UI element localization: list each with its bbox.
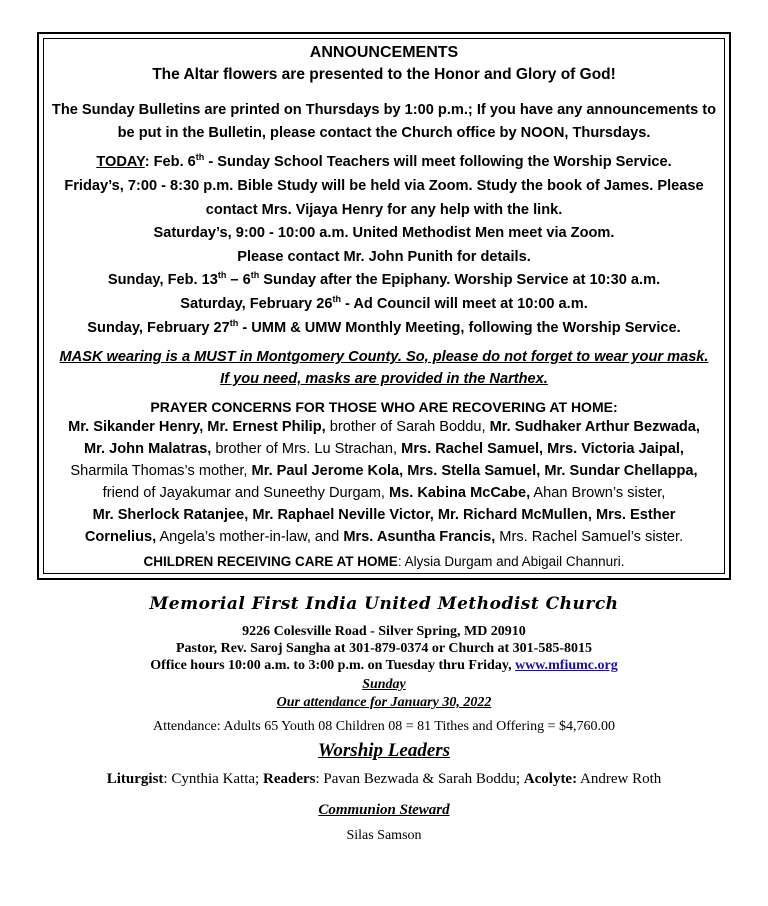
sunday13-sup-2: th [250, 270, 260, 281]
prayer-names-2c: Mrs. Rachel Samuel, Mrs. Victoria Jaipal, [401, 441, 684, 457]
liturgist-label: Liturgist [106, 771, 164, 787]
attendance-heading: Our attendance for January 30, 2022 [276, 695, 492, 710]
prayer-relation-3: Sharmila Thomas’s mother, [70, 463, 252, 479]
bulletin-line-1: The Sunday Bulletins are printed on Thursdays by 1:00 p.m.; If you have any announcements to [51, 102, 717, 118]
prayer-relation-4a: friend of Jayakumar and Suneethy Durgam, [102, 485, 390, 501]
friday-line-1: Friday’s, 7:00 - 8:30 p.m. Bible Study will be held via Zoom. Study the book of James. Please [64, 178, 704, 194]
children-names: : Alysia Durgam and Abigail Channuri. [397, 554, 625, 569]
attendance-line: Attendance: Adults 65 Youth 08 Children 08 = 81 Tithes and Offering = $4,760.00 [153, 719, 615, 734]
sunday13-part-c: Sunday after the Epiphany. Worship Service at 10:30 a.m. [259, 272, 661, 288]
church-name: Memorial First India United Methodist Church [149, 594, 619, 614]
communion-steward-name: Silas Samson [346, 828, 422, 843]
prayer-line-4 [44, 485, 724, 501]
prayer-heading: PRAYER CONCERNS FOR THOSE WHO ARE RECOVERING AT HOME: [150, 399, 618, 415]
prayer-names-3b: Mr. Paul Jerome Kola, Mrs. Stella Samuel, Mr. Sundar Chellappa, [251, 463, 698, 479]
attendance-day: Sunday [362, 677, 406, 692]
pastor-contact: Pastor, Rev. Saroj Sangha at 301-879-0374 or Church at 301-585-8015 [176, 641, 592, 656]
today-sup: th [195, 152, 205, 163]
sun27-sup: th [229, 318, 239, 329]
sat26-part-b: - Ad Council will meet at 10:00 a.m. [340, 296, 588, 312]
sunday-feb13-line [44, 272, 724, 288]
prayer-names-1a: Mr. Sikander Henry, Mr. Ernest Philip, [68, 419, 326, 435]
mask-line-1: MASK wearing is a MUST in Montgomery County. So, please do not forget to wear your mask. [59, 349, 709, 365]
church-address: 9226 Colesville Road - Silver Spring, MD 20910 [242, 624, 526, 639]
today-label: TODAY [96, 154, 145, 170]
announcements-inner-border [43, 38, 725, 574]
mask-line-2: If you need, masks are provided in the Narthex. [220, 371, 548, 387]
altar-flowers-line: The Altar flowers are presented to the Honor and Glory of God! [152, 66, 616, 83]
website-link[interactable]: www.mfiumc.org [515, 658, 618, 673]
prayer-names-6c: Mrs. Asuntha Francis, [343, 529, 496, 545]
prayer-names-6a: Cornelius, [84, 529, 157, 545]
prayer-relation-1: brother of Sarah Boddu, [325, 419, 490, 435]
prayer-line-6 [44, 529, 724, 545]
communion-heading: Communion Steward [318, 802, 450, 818]
worship-leaders-heading: Worship Leaders [317, 740, 451, 761]
worship-leaders-line [0, 771, 768, 788]
sun27-part-a: Sunday, February 27 [87, 320, 230, 336]
bulletin-line-2: be put in the Bulletin, please contact the Church office by NOON, Thursdays. [117, 125, 651, 141]
office-hours: Office hours 10:00 a.m. to 3:00 p.m. on Tuesday thru Friday, [150, 658, 516, 673]
friday-line-2: contact Mrs. Vijaya Henry for any help with the link. [205, 202, 563, 218]
today-date: : Feb. 6 [144, 154, 196, 170]
prayer-relation-4c: Ahan Brown’s sister, [530, 485, 666, 501]
prayer-names-1c: Mr. Sudhaker Arthur Bezwada, [489, 419, 700, 435]
today-text: - Sunday School Teachers will meet following the Worship Service. [204, 154, 672, 170]
prayer-names-4b: Ms. Kabina McCabe, [389, 485, 531, 501]
announcements-box [37, 32, 731, 580]
liturgist-name: : Cynthia Katta; [163, 771, 263, 787]
sunday-feb27-line [44, 320, 724, 336]
announcements-title: ANNOUNCEMENTS [309, 44, 459, 61]
readers-names: : Pavan Bezwada & Sarah Boddu; [315, 771, 524, 787]
sat26-part-a: Saturday, February 26 [180, 296, 333, 312]
acolyte-name: Andrew Roth [577, 771, 662, 787]
prayer-line-5: Mr. Sherlock Ratanjee, Mr. Raphael Neville Victor, Mr. Richard McMullen, Mrs. Esther [92, 507, 676, 523]
acolyte-label: Acolyte: [523, 771, 578, 787]
prayer-line-2 [44, 441, 724, 457]
today-line [44, 154, 724, 170]
children-label: CHILDREN RECEIVING CARE AT HOME [143, 554, 398, 569]
prayer-relation-6d: Mrs. Rachel Samuel’s sister. [495, 529, 684, 545]
prayer-relation-6b: Angela’s mother-in-law, and [156, 529, 344, 545]
prayer-names-2a: Mr. John Malatras, [84, 441, 212, 457]
children-care-line [44, 554, 724, 569]
sunday13-part-a: Sunday, Feb. 13 [107, 272, 218, 288]
sunday13-sup-1: th [217, 270, 227, 281]
saturday-feb26-line [44, 296, 724, 312]
sun27-part-b: - UMM & UMW Monthly Meeting, following the Worship Service. [238, 320, 681, 336]
office-hours-line [0, 658, 768, 674]
prayer-relation-2: brother of Mrs. Lu Strachan, [211, 441, 402, 457]
sunday13-part-b: – 6 [226, 272, 251, 288]
prayer-line-3 [44, 463, 724, 479]
prayer-line-1 [44, 419, 724, 435]
saturday-line-1: Saturday’s, 9:00 - 10:00 a.m. United Methodist Men meet via Zoom. [153, 225, 615, 241]
sat26-sup: th [332, 294, 341, 305]
saturday-line-2: Please contact Mr. John Punith for details. [237, 249, 531, 265]
readers-label: Readers [262, 771, 316, 787]
